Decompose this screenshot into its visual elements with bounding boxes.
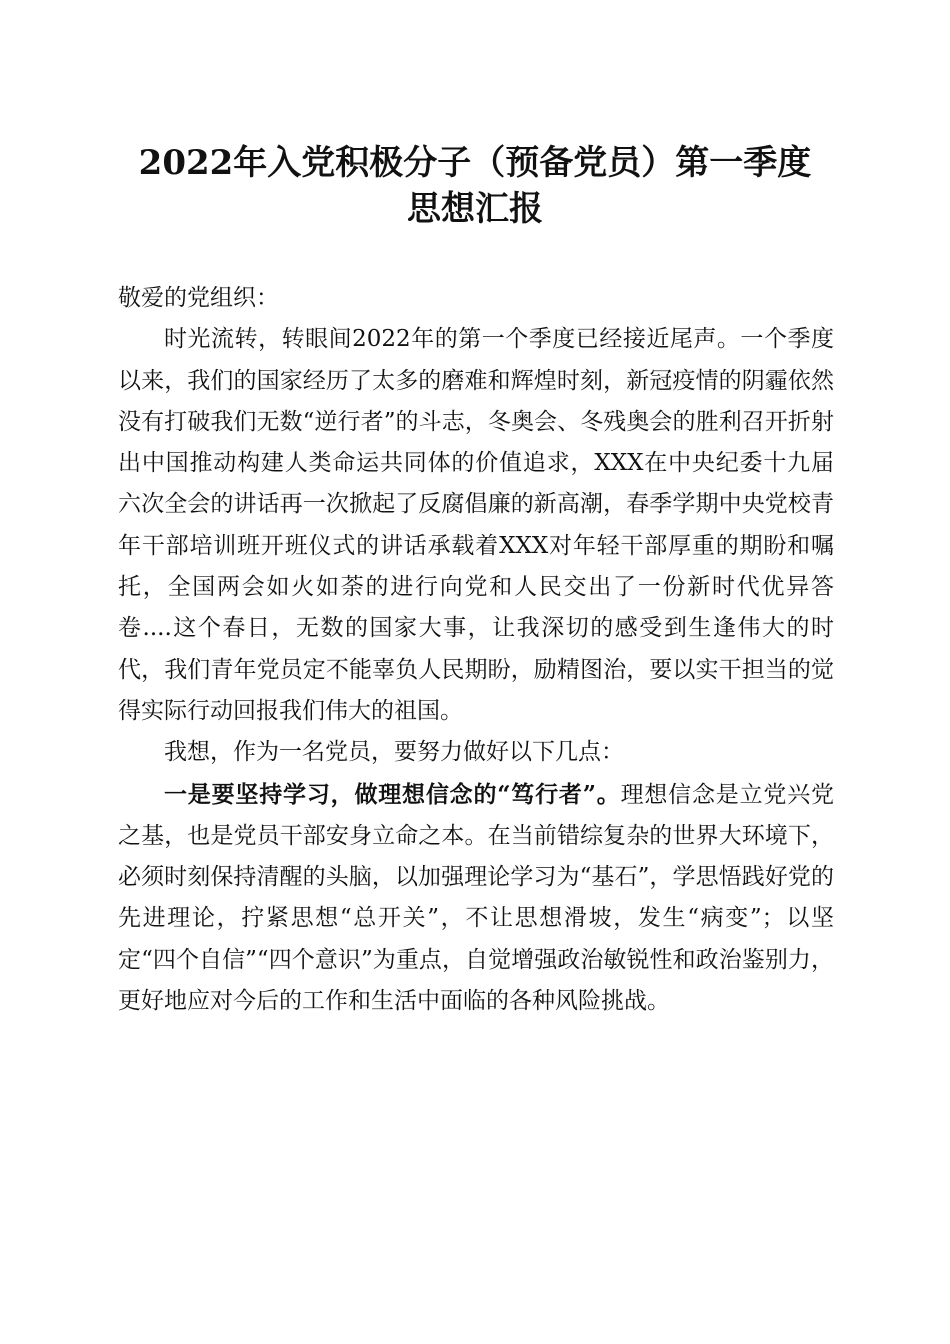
point-one-heading: 一是要坚持学习，做理想信念的“笃行者”。 <box>164 780 621 808</box>
document-title <box>0 140 950 232</box>
paragraph-point-one <box>118 774 834 1023</box>
title-line-1: 2022年入党积极分子（预备党员）第一季度 <box>138 143 812 183</box>
salutation: 敬爱的党组织： <box>118 285 279 311</box>
title-line-2: 思想汇报 <box>407 189 543 229</box>
document-body <box>118 278 834 1022</box>
paragraph-points-intro: 我想，作为一名党员，要努力做好以下几点： <box>164 739 624 766</box>
point-one-text: 理想信念是立党兴党之基，也是党员干部安身立命之本。在当前错综复杂的世界大环境下，必须时刻保持清醒的头脑，以加强理论学习为“基石”，学思悟践好党的先进理论，拧紧思想“总开关”，不让思想滑坡，发生“病变”；以坚定“四个自信”“四个意识”为重点，自觉增强政治敏锐性和政治鉴别力，更好地应对今后的工作和生活中面临的各种风险挑战。 <box>118 781 834 1015</box>
paragraph-intro: 时光流转，转眼间2022年的第一个季度已经接近尾声。一个季度以来，我们的国家经历了太多的磨难和辉煌时刻，新冠疫情的阴霾依然没有打破我们无数“逆行者”的斗志，冬奥会、冬残奥会的胜利召开折射出中国推动构建人类命运共同体的价值追求，XXX在中央纪委十九届六次全会的讲话再一次掀起了反腐倡廉的新高潮，春季学期中央党校青年干部培训班开班仪式的讲话承载着XXX对年轻干部厚重的期盼和嘱托，全国两会如火如荼的进行向党和人民交出了一份新时代优异答卷....这个春日，无数的国家大事，让我深切的感受到生逢伟大的时代，我们青年党员定不能辜负人民期盼，励精图治，要以实干担当的觉得实际行动回报我们伟大的祖国。 <box>118 326 834 724</box>
